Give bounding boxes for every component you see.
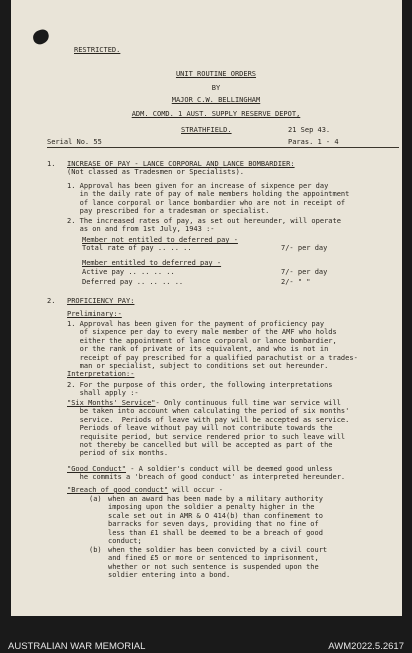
rates-group-2-row-1-label: Active pay .. .. .. .. — [82, 268, 175, 276]
breach-of-good-conduct-text: will occur - — [168, 486, 223, 494]
section-2-number: 2. — [47, 297, 56, 305]
item-a-label: (a) — [89, 495, 102, 503]
officer-name: MAJOR C.W. BELLINGHAM — [171, 96, 261, 104]
preliminary-paragraph: 1. Approval has been given for the payment of proficiency pay of sixpence per day to every male member of the AMF who holds either the appointment of lance corporal or lance bombardier, or the rank of private or its equivalent, and who is not in receipt of pay prescribed for a qualified parachutist or a trades- man or specialist, subject to conditions set out hereunder. — [67, 320, 358, 371]
title-by: BY — [211, 84, 221, 92]
interpretation-intro: 2. For the purpose of this order, the following interpretations shall apply :- — [67, 381, 333, 398]
rates-group-1-label: Total rate of pay .. .. .. — [82, 244, 192, 252]
breach-of-good-conduct-term: "Breach of good conduct" — [67, 486, 169, 494]
order-date: 21 Sep 43. — [288, 126, 331, 134]
rates-group-2-heading: Member entitled to deferred pay - — [82, 259, 222, 267]
section-2-heading: PROFICIENCY PAY: — [67, 297, 135, 305]
classification-label: RESTRICTED. — [74, 46, 121, 54]
preliminary-heading: Preliminary:- — [67, 310, 122, 318]
interpretation-heading: Interpretation:- — [67, 370, 135, 378]
location: STRATHFIELD. — [181, 126, 232, 134]
rates-group-1-value: 7/- per day — [281, 244, 328, 252]
archive-reference: AWM2022.5.2617 — [328, 641, 404, 652]
document-page — [11, 0, 402, 616]
item-a-text: when an award has been made by a military authority imposing upon the soldier a penalty higher in the scale set out in AMR & O 414(b) than confinement to barracks for seven days, providing that no fine of less than £1 shall be deemed to be a breach of good conduct; — [108, 495, 323, 546]
archive-footer — [0, 616, 412, 653]
section-1-number: 1. — [47, 160, 56, 168]
rates-group-1-heading: Member not entitled to deferred pay - — [82, 236, 238, 244]
unit-name: ADM. COMD. 1 AUST. SUPPLY RESERVE DEPOT, — [131, 110, 301, 118]
document-body — [11, 0, 402, 616]
section-1-paragraph-1: 1. Approval has been given for an increase of sixpence per day in the daily rate of pay of male members holding the appointment of lance corporal or lance bombardier who are not in receipt of pay prescribed for a tradesman or specialist. — [67, 182, 350, 216]
section-1-heading: INCREASE OF PAY - LANCE CORPORAL AND LANCE BOMBARDIER: — [67, 160, 295, 168]
good-conduct-term: "Good Conduct" — [67, 465, 127, 473]
six-months-service-text: - Only continuous full time war service will be taken into account when calculating the period of six months' service. Periods of leave with pay will be accepted as service. Periods of leave without pay will not contribute towards the requisite period, but service rendered prior to such leave will not thereby be cancelled but will be accepted as part of the period of six months. — [79, 399, 350, 458]
serial-number: Serial No. 55 — [47, 138, 102, 146]
item-b-text: when the soldier has been convicted by a civil court and fined £5 or more or sentenced to imprisonment, whether or not such sentence is suspended upon the soldier entering into a bond. — [108, 546, 328, 580]
six-months-service-term: "Six Months' Service" — [67, 399, 156, 407]
section-1-subheading: (Not classed as Tradesmen or Specialists). — [67, 168, 245, 176]
section-1-paragraph-2: 2. The increased rates of pay, as set out hereunder, will operate as on and from 1st July, 1943 :- — [67, 217, 341, 234]
archive-name: AUSTRALIAN WAR MEMORIAL — [8, 641, 146, 652]
rates-group-2-row-2-label: Deferred pay .. .. .. .. — [82, 278, 184, 286]
rates-group-2-row-2-value: 2/- " " — [281, 278, 311, 286]
item-b-label: (b) — [89, 546, 102, 554]
document-title: UNIT ROUTINE ORDERS — [175, 70, 257, 78]
paragraph-range: Paras. 1 - 4 — [288, 138, 339, 146]
good-conduct-text: - A soldier's conduct will be deemed good unless he commits a 'breach of good conduct' as interpreted hereunder. — [79, 465, 346, 482]
header-rule — [47, 147, 399, 148]
rates-group-2-row-1-value: 7/- per day — [281, 268, 328, 276]
